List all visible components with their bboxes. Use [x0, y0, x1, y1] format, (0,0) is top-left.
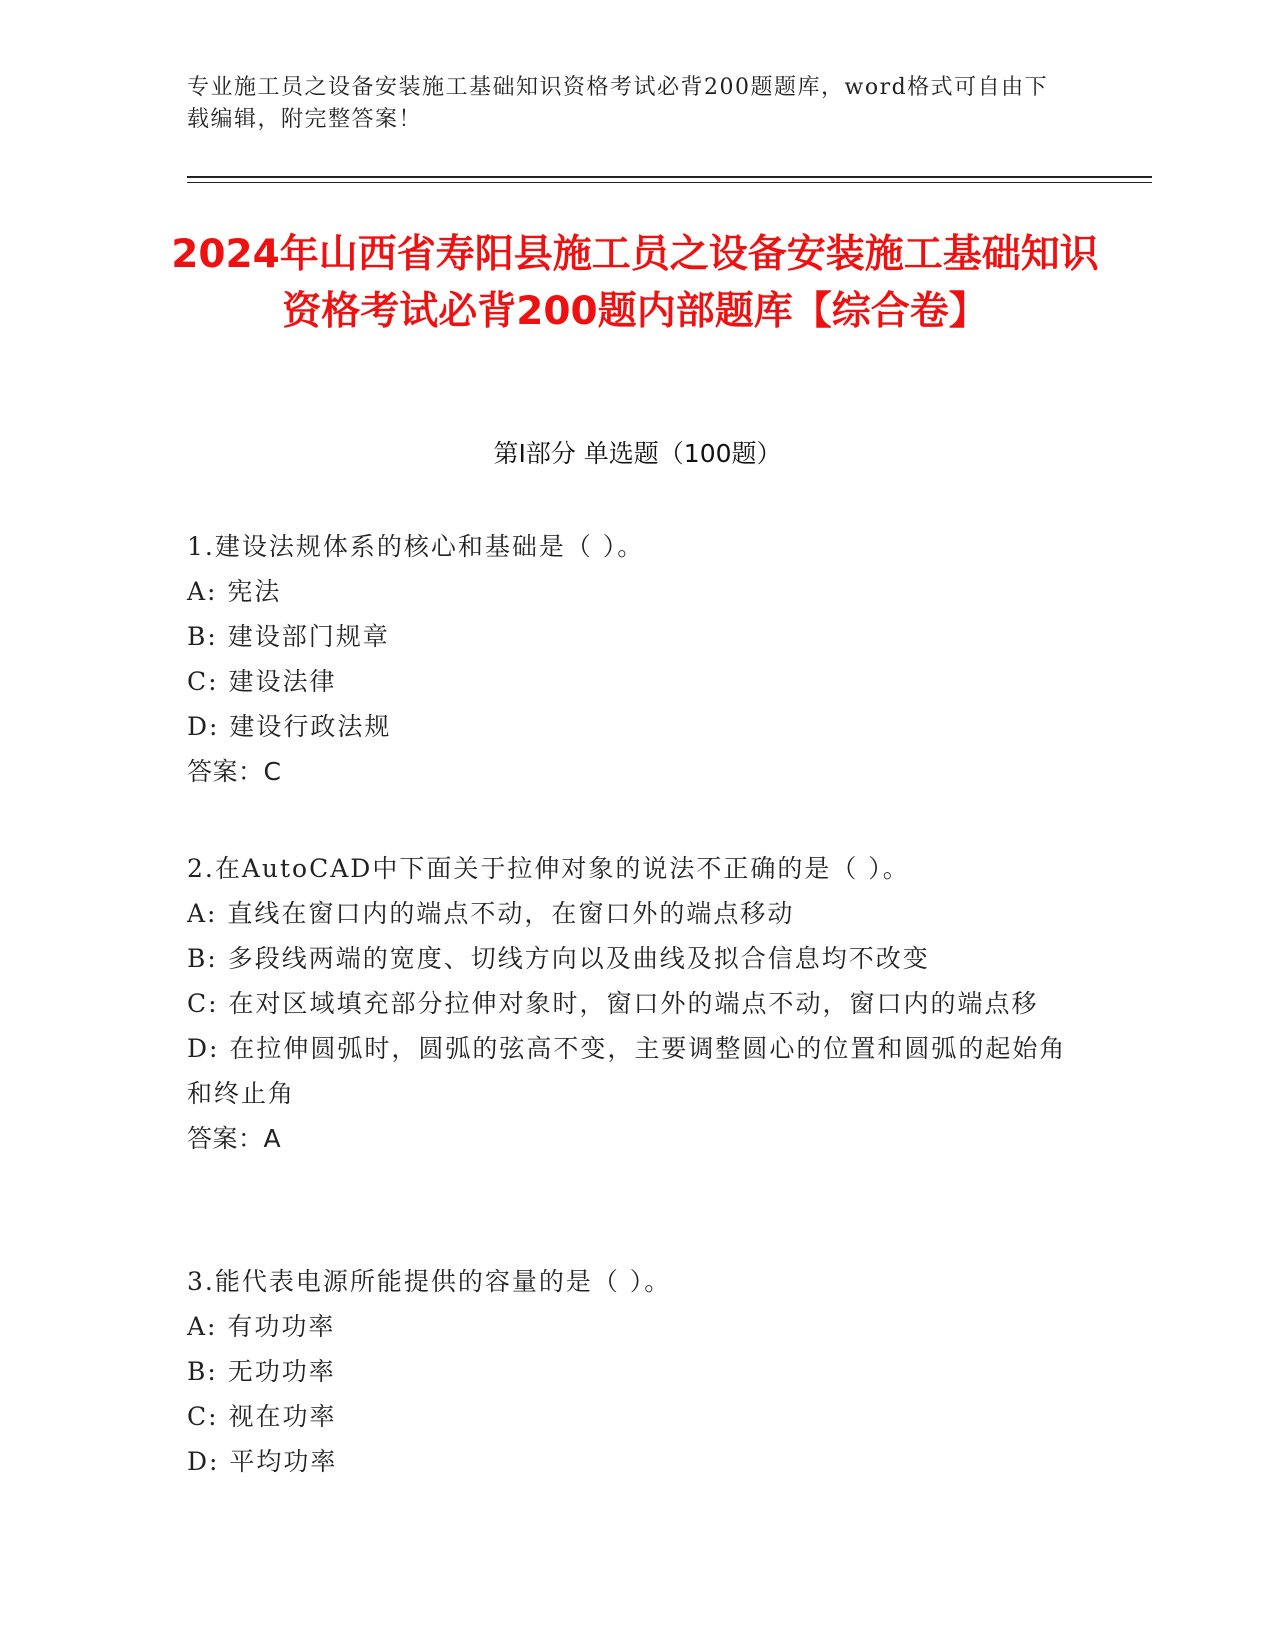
option-b: B: 无功功率	[187, 1357, 336, 1386]
option-c: C: 建设法律	[187, 667, 337, 696]
option-a: A: 有功功率	[187, 1312, 336, 1341]
header-rule-thin	[187, 182, 1152, 183]
header-rule-thick	[187, 176, 1152, 178]
question-3	[187, 1259, 1067, 1484]
section-title: 第I部分 单选题（100题）	[493, 439, 782, 468]
option-a: A: 直线在窗口内的端点不动，在窗口外的端点移动	[187, 899, 795, 928]
option-c: C: 视在功率	[187, 1402, 337, 1431]
option-d: D: 在拉伸圆弧时，圆弧的弦高不变，主要调整圆心的位置和圆弧的起始角和终止角	[187, 1034, 1067, 1108]
option-c: C: 在对区域填充部分拉伸对象时，窗口外的端点不动，窗口内的端点移	[187, 989, 1039, 1018]
question-2	[187, 846, 1067, 1161]
question-1	[187, 524, 1067, 794]
option-d: D: 平均功率	[187, 1447, 338, 1476]
option-d: D: 建设行政法规	[187, 712, 392, 741]
question-stem: 1.建设法规体系的核心和基础是（ ）。	[187, 532, 645, 561]
option-a: A: 宪法	[187, 577, 282, 606]
answer: 答案：A	[187, 1124, 282, 1153]
question-stem: 2.在AutoCAD中下面关于拉伸对象的说法不正确的是（ ）。	[187, 854, 910, 883]
document-title: 2024年山西省寿阳县施工员之设备安装施工基础知识资格考试必背200题内部题库【综合卷】	[171, 232, 1099, 334]
header-note: 专业施工员之设备安装施工基础知识资格考试必背200题题库，word格式可自由下载编辑，附完整答案！	[187, 75, 1049, 132]
answer: 答案：C	[187, 757, 282, 786]
option-b: B: 多段线两端的宽度、切线方向以及曲线及拟合信息均不改变	[187, 944, 930, 973]
question-stem: 3.能代表电源所能提供的容量的是（ ）。	[187, 1267, 672, 1296]
option-b: B: 建设部门规章	[187, 622, 390, 651]
